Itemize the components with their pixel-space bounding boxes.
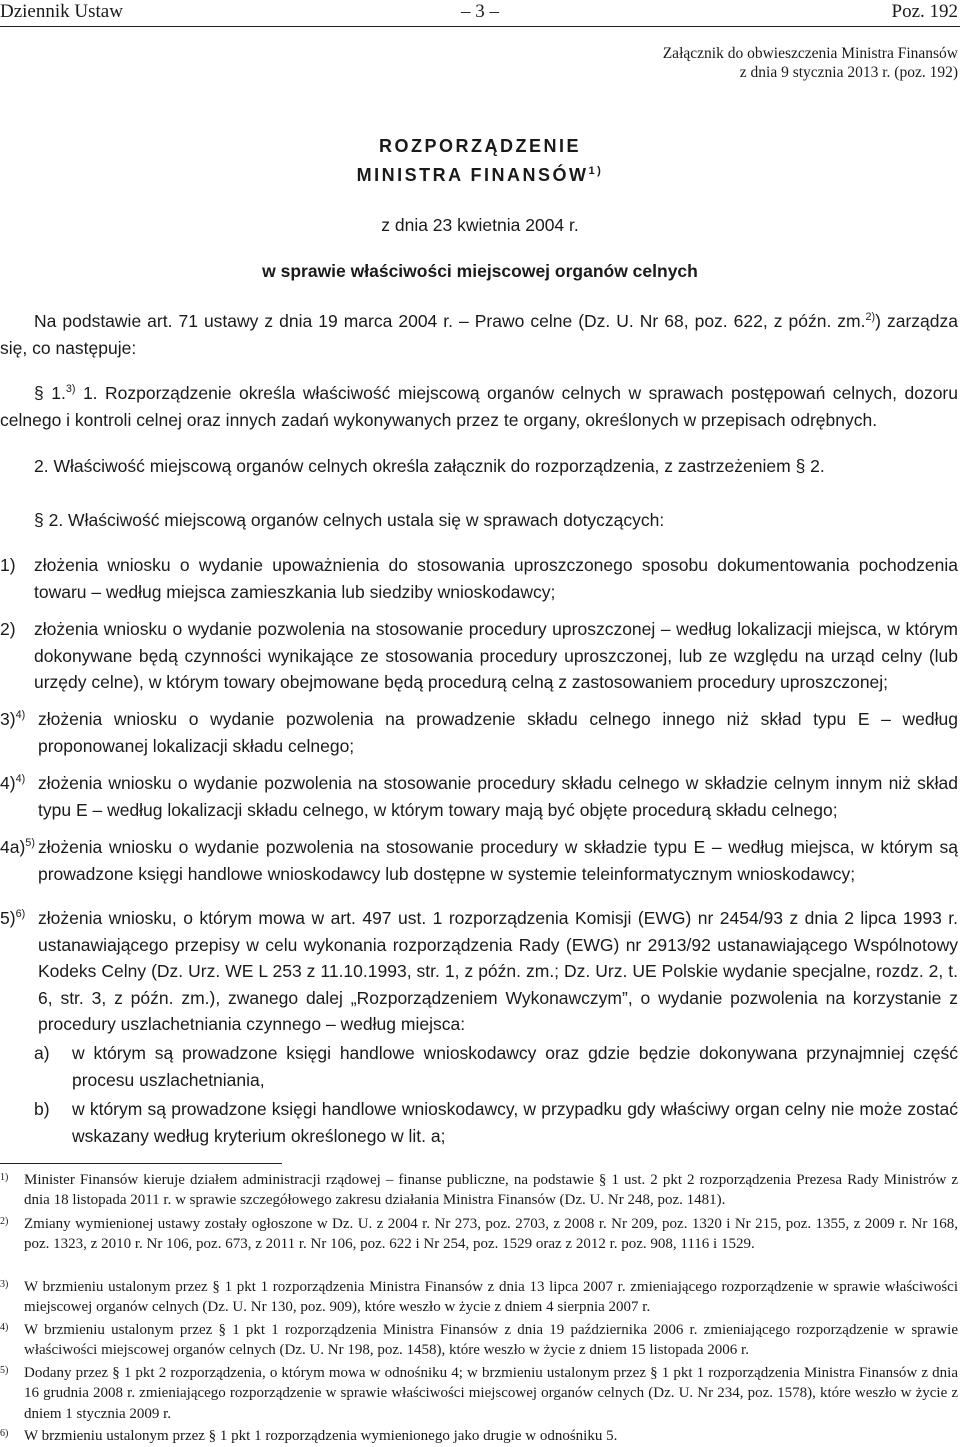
list-item-footnote-ref: 5): [25, 837, 35, 850]
footnote-text: Minister Finansów kieruje działem administracji rządowej – finanse publiczne, na podstawie § 1 ust. 2 pkt 2 rozporządzenia Prezesa Rady Ministrów z dnia 18 listopada 2011 r. w sprawie szczegółowego zakresu działania Ministra Finansów (Dz. U. Nr 248, poz. 1481).: [24, 1172, 958, 1209]
sub-list-item: [34, 1040, 958, 1093]
footnote-text: W brzmieniu ustalonym przez § 1 pkt 1 rozporządzenia Ministra Finansów z dnia 13 lipca 2007 r. zmieniającego rozporządzenie w sprawie właściwości miejscowej organów celnych (Dz. U. Nr 130, poz. 909), które weszło w życie z dniem 4 sierpnia 2007 r.: [24, 1279, 958, 1316]
paragraph-1-label: § 1.: [34, 383, 66, 403]
footnote-number: 2): [0, 1216, 9, 1227]
footnote-text: W brzmieniu ustalonym przez § 1 pkt 1 rozporządzenia wymienionego jako drugie w odnośniku 5.: [24, 1428, 618, 1444]
journal-name: Dziennik Ustaw: [0, 1, 123, 22]
sub-list-item: [34, 1096, 958, 1149]
list-item-text: złożenia wniosku o wydanie pozwolenia na stosowanie procedury uproszczonej – według lokalizacji miejsca, w którym dokonywane będą czynności wynikające ze stosowania procedury uproszczonej, lub ze względu na urząd celny (lub urzędy celne), w którym towary obejmowane będą procedurą celną z zastosowaniem procedury uproszczonej;: [34, 619, 958, 692]
list-item-number: [0, 834, 35, 861]
list-item-text: złożenia wniosku o wydanie upoważnienia do stosowania uproszczonego sposobu dokumentowania pochodzenia towaru – według miejsca zamieszkania lub siedziby wnioskodawcy;: [34, 555, 958, 602]
footnote: [0, 1277, 958, 1318]
annex-note: [663, 44, 958, 82]
footnote: [0, 1214, 958, 1255]
list-item-number: 1): [0, 555, 16, 575]
footnote-number: 1): [0, 1172, 9, 1183]
preamble-footnote-ref: 2): [865, 311, 876, 324]
annex-line-1: Załącznik do obwieszczenia Ministra Finansów: [662, 45, 958, 62]
footnote-text: Dodany przez § 1 pkt 2 rozporządzenia, o którym mowa w odnośniku 4; w brzmieniu ustalonym przez § 1 pkt 1 rozporządzenia Ministra Finansów z dnia 16 grudnia 2008 r. zmieniającego rozporządzenie w sprawie właściwości miejscowej organów celnych (Dz. U. Nr 234, poz. 1578), które weszło w życie z dniem 1 stycznia 2009 r.: [24, 1365, 958, 1422]
list-item: [0, 706, 958, 759]
paragraph-1-footnote-ref: 3): [65, 383, 76, 396]
footnote: [0, 1320, 958, 1361]
footnote-rule: [0, 1163, 282, 1164]
sub-list-item-text: w którym są prowadzone księgi handlowe wnioskodawcy, w przypadku gdy właściwy organ celny nie może zostać wskazany według kryterium określonego w lit. a;: [72, 1099, 958, 1146]
list-item-number: [0, 706, 25, 733]
list-item: [0, 770, 958, 823]
document-date: z dnia 23 kwietnia 2004 r.: [381, 215, 579, 235]
preamble-text-1: Na podstawie art. 71 ustawy z dnia 19 marca 2004 r. – Prawo celne (Dz. U. Nr 68, poz. 622, z późn. zm.: [34, 311, 866, 331]
sub-list-item-letter: a): [34, 1043, 50, 1063]
sub-list-item-letter: b): [34, 1099, 50, 1119]
list-item-number: 2): [0, 619, 16, 639]
issuer-footnote-ref: 1): [588, 165, 604, 177]
footnote: [0, 1426, 958, 1446]
list-item-text: złożenia wniosku o wydanie pozwolenia na stosowanie procedury składu celnego w składzie celnym innym niż skład typu E – według lokalizacji składu celnego, w którym towary mają być objęte procedurą składu celnego;: [38, 773, 958, 820]
preamble-text-2: ) zarządza się, co następuje:: [0, 311, 958, 358]
issuer: [0, 165, 960, 186]
list-item: [0, 834, 958, 887]
footnote-text: W brzmieniu ustalonym przez § 1 pkt 1 rozporządzenia Ministra Finansów z dnia 19 października 2006 r. zmieniającego rozporządzenie w sprawie właściwości miejscowej organów celnych (Dz. U. Nr 198, poz. 1458), które weszło w życie z dniem 15 listopada 2006 r.: [24, 1322, 958, 1359]
list-item-text: złożenia wniosku o wydanie pozwolenia na prowadzenie składu celnego innego niż skład typu E – według proponowanej lokalizacji składu celnego;: [38, 709, 958, 756]
list-item-text: złożenia wniosku, o którym mowa w art. 497 ust. 1 rozporządzenia Komisji (EWG) nr 2454/93 z dnia 2 lipca 1993 r. ustanawiającego przepisy w celu wykonania rozporządzenia Rady (EWG) nr 2913/92 ustanawiającego Wspólnotowy Kodeks Celny (Dz. Urz. WE L 253 z 11.10.1993, str. 1, z późn. zm.; Dz. Urz. UE Polskie wydanie specjalne, rozdz. 2, t. 6, str. 3, z późn. zm.), zwanego dalej „Rozporządzeniem Wykonawczym”, o wydanie pozwolenia na korzystanie z procedury uszlachetniania czynnego – według miejsca:: [38, 908, 958, 1034]
paragraph-1: [0, 380, 958, 433]
list-item: [0, 552, 958, 605]
list-item-number-label: 5): [0, 908, 16, 928]
list-item-footnote-ref: 6): [15, 908, 26, 921]
list-item-number-label: 4): [0, 773, 16, 793]
list-item-footnote-ref: 4): [15, 773, 26, 786]
list-item: [0, 905, 958, 1038]
position-number: Poz. 192: [891, 1, 958, 22]
preamble: [0, 308, 958, 361]
paragraph-2-intro: § 2. Właściwość miejscową organów celnych ustala się w sprawach dotyczących:: [34, 510, 665, 530]
list-item-text: złożenia wniosku o wydanie pozwolenia na stosowanie procedury w składzie typu E – według miejsca, w którym są prowadzone księgi handlowe wnioskodawcy lub dostępne w systemie teleinformatycznym wnioskodawcy;: [38, 837, 958, 884]
list-item-footnote-ref: 4): [15, 709, 26, 722]
list-item-number: [0, 905, 25, 932]
list-item-number-label: 4a): [0, 837, 26, 857]
header-rule: [0, 26, 960, 27]
paragraph-1-point-2: 2. Właściwość miejscową organów celnych określa załącznik do rozporządzenia, z zastrzeżeniem § 2.: [34, 456, 825, 476]
footnote-number: 6): [0, 1428, 9, 1439]
paragraph-1-text: 1. Rozporządzenie określa właściwość miejscową organów celnych w sprawach postępowań celnych, dozoru celnego i kontroli celnej oraz innych zadań wykonywanych przez te organy, określonych w przepisach odrębnych.: [0, 383, 958, 430]
list-item: [0, 616, 958, 696]
list-item-number: [0, 770, 25, 797]
footnote-number: 4): [0, 1322, 9, 1333]
footnote: [0, 1170, 958, 1211]
issuer-text: MINISTRA FINANSÓW: [356, 165, 589, 185]
page-number: – 3 –: [461, 1, 499, 22]
footnote-number: 3): [0, 1279, 9, 1290]
footnote-number: 5): [0, 1365, 9, 1376]
footnote: [0, 1363, 958, 1424]
document-subject: w sprawie właściwości miejscowej organów celnych: [262, 261, 698, 281]
document-type: ROZPORZĄDZENIE: [378, 136, 581, 156]
annex-line-2: z dnia 9 stycznia 2013 r. (poz. 192): [739, 64, 958, 81]
sub-list-item-text: w którym są prowadzone księgi handlowe wnioskodawcy oraz gdzie będzie dokonywana przynajmniej część procesu uszlachetniania,: [72, 1043, 958, 1090]
list-item-number-label: 3): [0, 709, 16, 729]
footnote-text: Zmiany wymienionej ustawy zostały ogłoszone w Dz. U. z 2004 r. Nr 273, poz. 2703, z 2008 r. Nr 209, poz. 1320 i Nr 215, poz. 1355, z 2009 r. Nr 168, poz. 1323, z 2010 r. Nr 106, poz. 673, z 2011 r. Nr 106, poz. 622 i Nr 254, poz. 1529 oraz z 2012 r. poz. 908, 1116 i 1529.: [24, 1216, 958, 1253]
